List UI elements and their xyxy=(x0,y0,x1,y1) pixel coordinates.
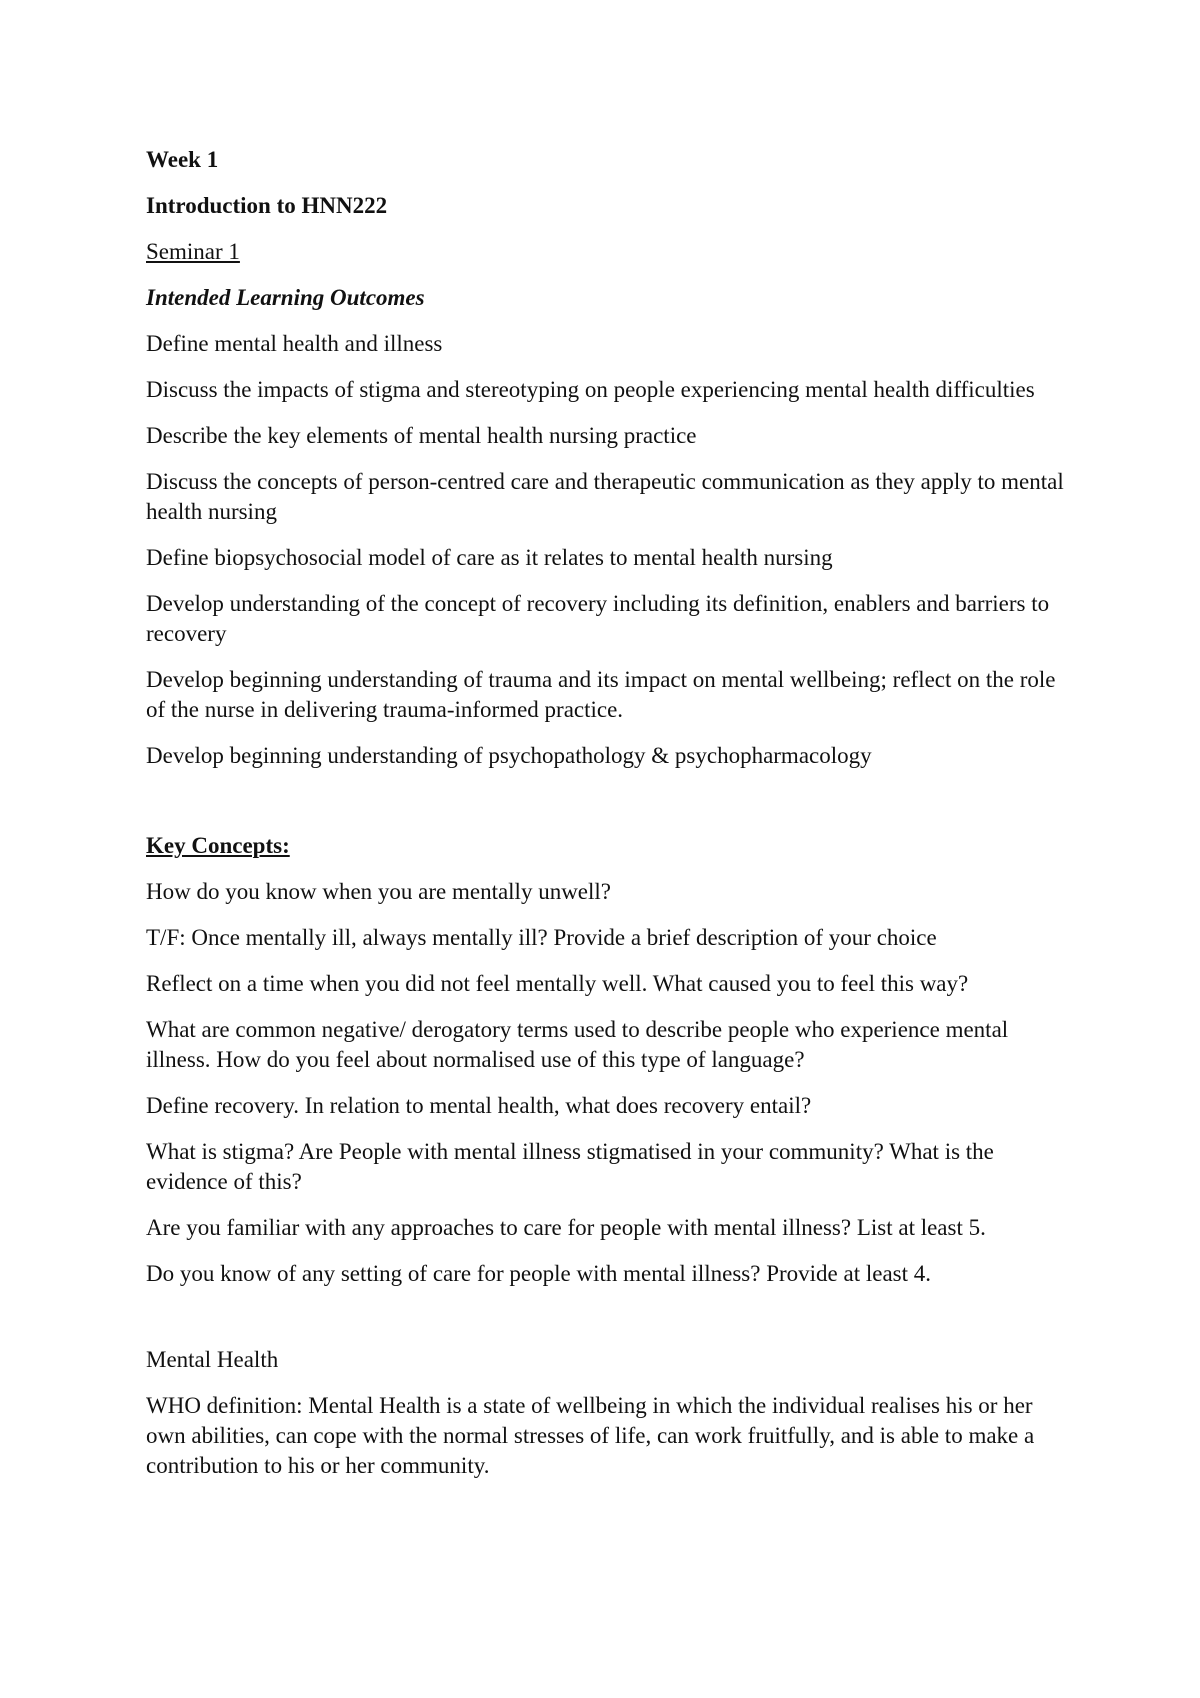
outcome-item: Develop beginning understanding of psychopathology & psychopharmacology xyxy=(146,743,872,768)
key-concept-item: What are common negative/ derogatory terms used to describe people who experience mental illness. How do you feel about normalised use of this type of language? xyxy=(146,1017,1009,1072)
outcome-item: Develop understanding of the concept of recovery including its definition, enablers and barriers to recovery xyxy=(146,591,1050,646)
key-concept-item: Define recovery. In relation to mental health, what does recovery entail? xyxy=(146,1093,812,1118)
key-concept-item: Reflect on a time when you did not feel mentally well. What caused you to feel this way? xyxy=(146,971,969,996)
key-concept-item: T/F: Once mentally ill, always mentally ill? Provide a brief description of your choice xyxy=(146,925,937,950)
outcome-item: Describe the key elements of mental health nursing practice xyxy=(146,423,697,448)
outcomes-list xyxy=(146,329,1076,771)
who-definition: WHO definition: Mental Health is a state of wellbeing in which the individual realises his or her own abilities, can cope with the normal stresses of life, can work fruitfully, and is able to make a contribution to his or her community. xyxy=(146,1393,1035,1478)
outcome-item: Discuss the impacts of stigma and stereotyping on people experiencing mental health difficulties xyxy=(146,377,1035,402)
key-concepts-heading: Key Concepts: xyxy=(146,833,290,858)
seminar-label: Seminar 1 xyxy=(146,239,240,264)
outcome-item: Define biopsychosocial model of care as it relates to mental health nursing xyxy=(146,545,833,570)
mental-health-heading: Mental Health xyxy=(146,1347,279,1372)
key-concept-item: Are you familiar with any approaches to care for people with mental illness? List at least 5. xyxy=(146,1215,986,1240)
outcome-item: Discuss the concepts of person-centred care and therapeutic communication as they apply to mental health nursing xyxy=(146,469,1064,524)
key-concepts-list xyxy=(146,877,1076,1289)
outcome-item: Define mental health and illness xyxy=(146,331,443,356)
key-concept-item: How do you know when you are mentally unwell? xyxy=(146,879,612,904)
key-concept-item: Do you know of any setting of care for people with mental illness? Provide at least 4. xyxy=(146,1261,931,1286)
key-concept-item: What is stigma? Are People with mental illness stigmatised in your community? What is the evidence of this? xyxy=(146,1139,994,1194)
outcomes-heading: Intended Learning Outcomes xyxy=(146,285,425,310)
week-title: Week 1 xyxy=(146,147,219,172)
document-page xyxy=(146,145,1076,1497)
outcome-item: Develop beginning understanding of trauma and its impact on mental wellbeing; reflect on the role of the nurse in delivering trauma-informed practice. xyxy=(146,667,1056,722)
course-title: Introduction to HNN222 xyxy=(146,193,388,218)
